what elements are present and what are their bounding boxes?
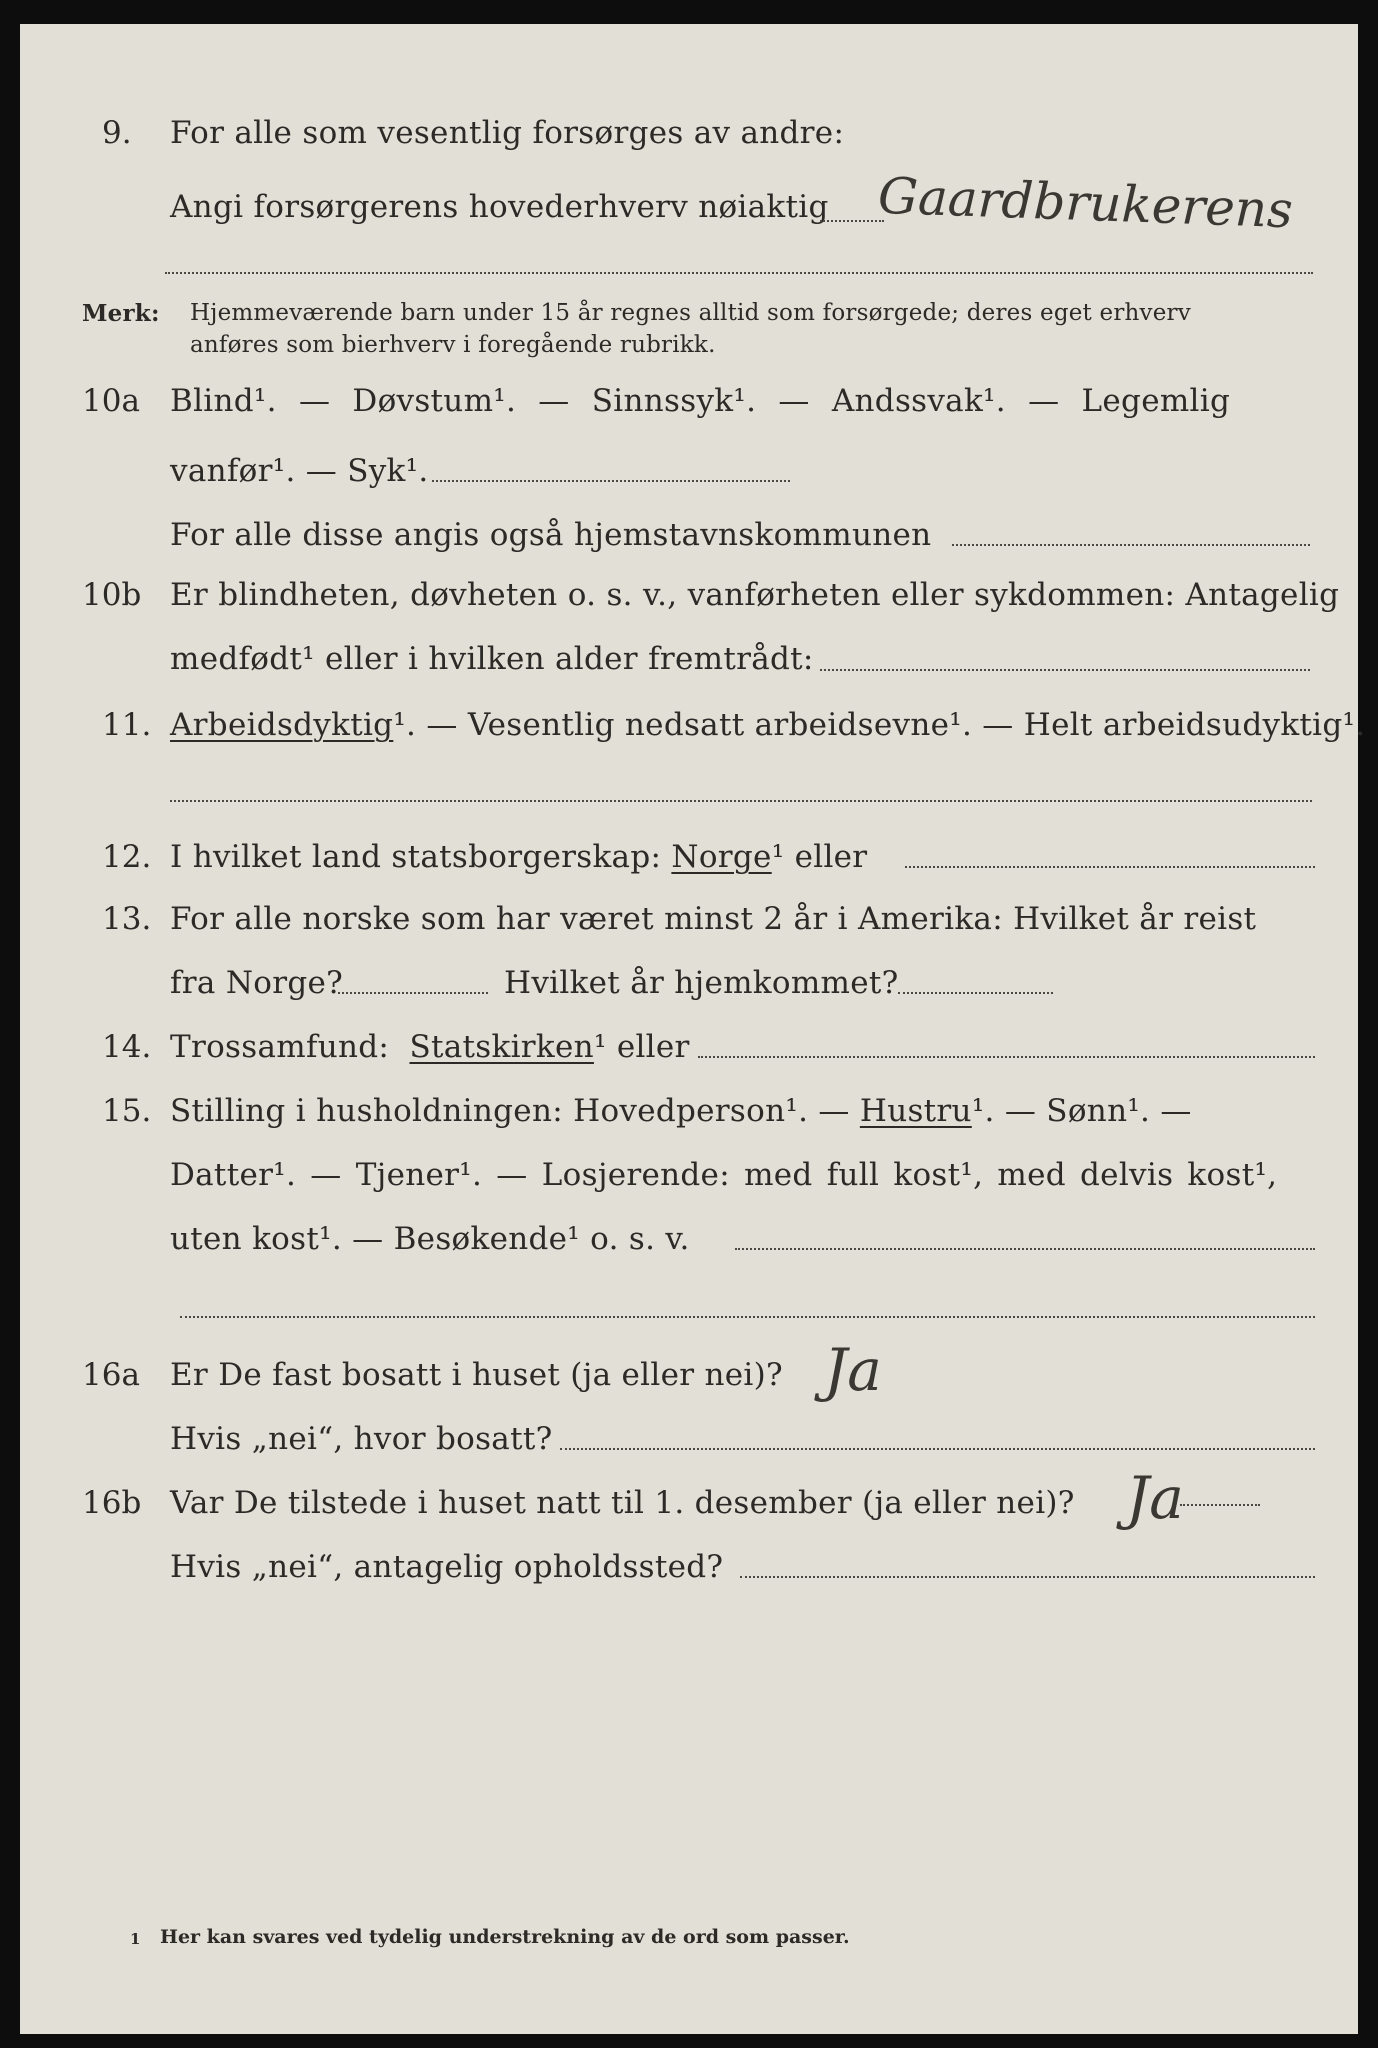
q15-answer-line: [735, 1248, 1315, 1250]
census-form-page: [20, 24, 1366, 2034]
q10a-line3: For alle disse angis også hjemstavnskommunen: [170, 517, 932, 553]
q13-number: 13.: [102, 901, 152, 937]
q13-line2a: fra Norge?: [170, 965, 344, 1001]
q9-line2: Angi forsørgerens hovederhverv nøiaktig: [170, 189, 829, 225]
q10a-line1: Blind¹. — Døvstum¹. — Sinnssyk¹. — Andssvak¹. — Legemlig: [170, 383, 1231, 419]
q10b-answer-line: [820, 669, 1310, 671]
q11-number: 11.: [102, 707, 152, 743]
q14-eller: ¹ eller: [593, 1029, 690, 1065]
q10a-municipality-line: [952, 544, 1310, 546]
q12-answer-line: [905, 866, 1315, 868]
q15-number: 15.: [102, 1093, 152, 1129]
q13-hjemkommet-line: [898, 992, 1053, 994]
q13-reist-line: [338, 992, 488, 994]
q16a-line2: Hvis „nei“, hvor bosatt?: [170, 1421, 553, 1457]
q16b-place-line: [740, 1576, 1315, 1578]
q10b-line1: Er blindheten, døvheten o. s. v., vanførheten eller sykdommen: Antagelig: [170, 577, 1340, 613]
merk-label: Merk:: [82, 300, 160, 327]
q14-option-statskirken: Statskirken: [409, 1029, 594, 1065]
q12-option-norge: Norge: [671, 839, 772, 875]
q16b-handwritten-answer: Ja: [1126, 1464, 1184, 1532]
q10a-number: 10a: [82, 383, 140, 419]
q10a-answer-line: [432, 480, 790, 482]
footnote-text: Her kan svares ved tydelig understrekning av de ord som passer.: [160, 1926, 850, 1948]
q12-eller: ¹ eller: [771, 839, 868, 875]
q11-rest: ¹. — Vesentlig nedsatt arbeidsevne¹. — Helt arbeidsudyktig¹.: [393, 707, 1366, 743]
q9-extra-line: [165, 272, 1313, 274]
q9-answer-line: [820, 220, 884, 222]
q13-line1: For alle norske som har været minst 2 år i Amerika: Hvilket år reist: [170, 901, 1257, 937]
q16b-line2: Hvis „nei“, antagelig opholdssted?: [170, 1549, 724, 1585]
merk-line2: anføres som bierhverv i foregående rubrikk.: [190, 332, 716, 358]
q12-text: I hvilket land statsborgerskap:: [170, 839, 662, 875]
q16b-line1: Var De tilstede i huset natt til 1. desember (ja eller nei)?: [170, 1485, 1075, 1521]
q15-line2: Datter¹. — Tjener¹. — Losjerende: med full kost¹, med delvis kost¹,: [170, 1157, 1278, 1193]
q14-text: Trossamfund:: [170, 1029, 390, 1065]
q14-line: [170, 1029, 690, 1065]
footnote-mark: 1: [130, 1930, 141, 1948]
q15-text-b: ¹. — Sønn¹. —: [971, 1093, 1192, 1129]
q16a-handwritten-answer: Ja: [824, 1336, 882, 1404]
q10b-line2: medfødt¹ eller i hvilken alder fremtrådt:: [170, 641, 814, 677]
q15-line1: [170, 1093, 1192, 1129]
q11-extra-line: [170, 800, 1312, 802]
q15-extra-line: [180, 1316, 1315, 1318]
q11-line: [170, 707, 1366, 743]
q11-option-arbeidsdyktig: Arbeidsdyktig: [170, 707, 394, 743]
q9-number: 9.: [102, 115, 132, 151]
q15-option-hustru: Hustru: [859, 1093, 972, 1129]
q15-text-a: Stilling i husholdningen: Hovedperson¹. —: [170, 1093, 850, 1129]
q13-line2b: Hvilket år hjemkommet?: [504, 965, 899, 1001]
merk-line1: Hjemmeværende barn under 15 år regnes alltid som forsørgede; deres eget erhverv: [190, 300, 1191, 326]
q10a-line2: vanfør¹. — Syk¹.: [170, 453, 429, 489]
q16a-answer-line: [560, 1448, 1315, 1450]
q15-line3: uten kost¹. — Besøkende¹ o. s. v.: [170, 1221, 690, 1257]
q16b-answer-line: [1180, 1504, 1260, 1506]
q16a-number: 16a: [82, 1357, 140, 1393]
q9-handwritten-answer: Gaardbrukerens: [877, 166, 1294, 240]
q16b-number: 16b: [82, 1485, 142, 1521]
q14-number: 14.: [102, 1029, 152, 1065]
q12-line: [170, 839, 868, 875]
q9-line1: For alle som vesentlig forsørges av andre:: [170, 115, 845, 151]
q14-answer-line: [698, 1056, 1315, 1058]
q10b-number: 10b: [82, 577, 142, 613]
q12-number: 12.: [102, 839, 152, 875]
q16a-line1: Er De fast bosatt i huset (ja eller nei)?: [170, 1357, 783, 1393]
